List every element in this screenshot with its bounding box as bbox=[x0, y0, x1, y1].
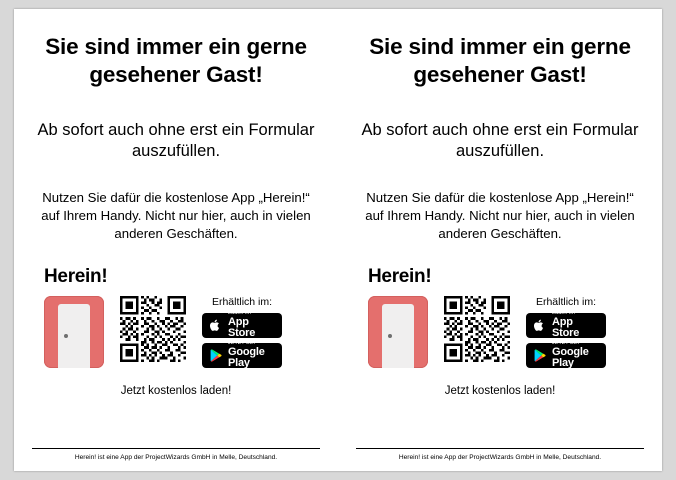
store-badges bbox=[202, 296, 282, 373]
app-store-text bbox=[228, 311, 277, 340]
door-leaf-icon bbox=[58, 304, 90, 368]
body-text: Nutzen Sie dafür die kostenlose App „Herein!“ auf Ihrem Handy. Nicht nur hier, auch in vielen anderen Geschäften. bbox=[365, 190, 635, 241]
available-label: Erhältlich im: bbox=[535, 296, 597, 309]
app-store-text bbox=[552, 311, 601, 340]
door-leaf-icon bbox=[382, 304, 414, 368]
brand-name: Herein! bbox=[44, 266, 108, 288]
door-icon bbox=[44, 296, 104, 368]
brand-row bbox=[356, 266, 644, 288]
app-store-big-label: App Store bbox=[552, 315, 580, 340]
poster-panel-right bbox=[338, 9, 662, 471]
assets-row bbox=[356, 296, 644, 373]
qr-code-icon bbox=[120, 296, 186, 362]
app-store-big-label: App Store bbox=[228, 315, 256, 340]
brand-row bbox=[32, 266, 320, 288]
subline: Ab sofort auch ohne erst ein Formular auszufüllen. bbox=[361, 121, 639, 161]
cta-text: Jetzt kostenlos laden! bbox=[444, 385, 556, 398]
apple-logo-icon bbox=[531, 319, 548, 332]
door-icon bbox=[368, 296, 428, 368]
brand-name: Herein! bbox=[368, 266, 432, 288]
poster-page bbox=[14, 9, 662, 471]
google-play-badge[interactable] bbox=[526, 340, 606, 370]
footer-text: Herein! ist eine App der ProjectWizards GmbH in Melle, Deutschland. bbox=[32, 448, 320, 461]
available-label: Erhältlich im: bbox=[211, 296, 273, 309]
body-text: Nutzen Sie dafür die kostenlose App „Herein!“ auf Ihrem Handy. Nicht nur hier, auch in vielen anderen Geschäften. bbox=[41, 190, 311, 241]
app-store-badge[interactable] bbox=[526, 310, 606, 340]
app-store-badge[interactable] bbox=[202, 310, 282, 340]
cta-text: Jetzt kostenlos laden! bbox=[120, 385, 232, 398]
headline: Sie sind immer ein gerne gesehener Gast! bbox=[45, 34, 307, 88]
poster-sheet bbox=[14, 9, 662, 471]
store-badges bbox=[526, 296, 606, 373]
assets-row bbox=[32, 296, 320, 373]
google-play-small-label: JETZT BEI bbox=[552, 340, 580, 347]
google-play-badge[interactable] bbox=[202, 340, 282, 370]
app-store-small-label: Laden im bbox=[552, 310, 575, 317]
google-play-logo-icon bbox=[207, 349, 224, 362]
poster-panel-left bbox=[14, 9, 338, 471]
qr-code-icon bbox=[444, 296, 510, 362]
google-play-big-label: Google Play bbox=[552, 345, 589, 370]
google-play-logo-icon bbox=[531, 349, 548, 362]
headline: Sie sind immer ein gerne gesehener Gast! bbox=[369, 34, 631, 88]
google-play-text bbox=[228, 341, 277, 370]
google-play-text bbox=[552, 341, 601, 370]
apple-logo-icon bbox=[207, 319, 224, 332]
google-play-big-label: Google Play bbox=[228, 345, 265, 370]
google-play-small-label: JETZT BEI bbox=[228, 340, 256, 347]
app-store-small-label: Laden im bbox=[228, 310, 251, 317]
footer-text: Herein! ist eine App der ProjectWizards GmbH in Melle, Deutschland. bbox=[356, 448, 644, 461]
subline: Ab sofort auch ohne erst ein Formular auszufüllen. bbox=[37, 121, 315, 161]
